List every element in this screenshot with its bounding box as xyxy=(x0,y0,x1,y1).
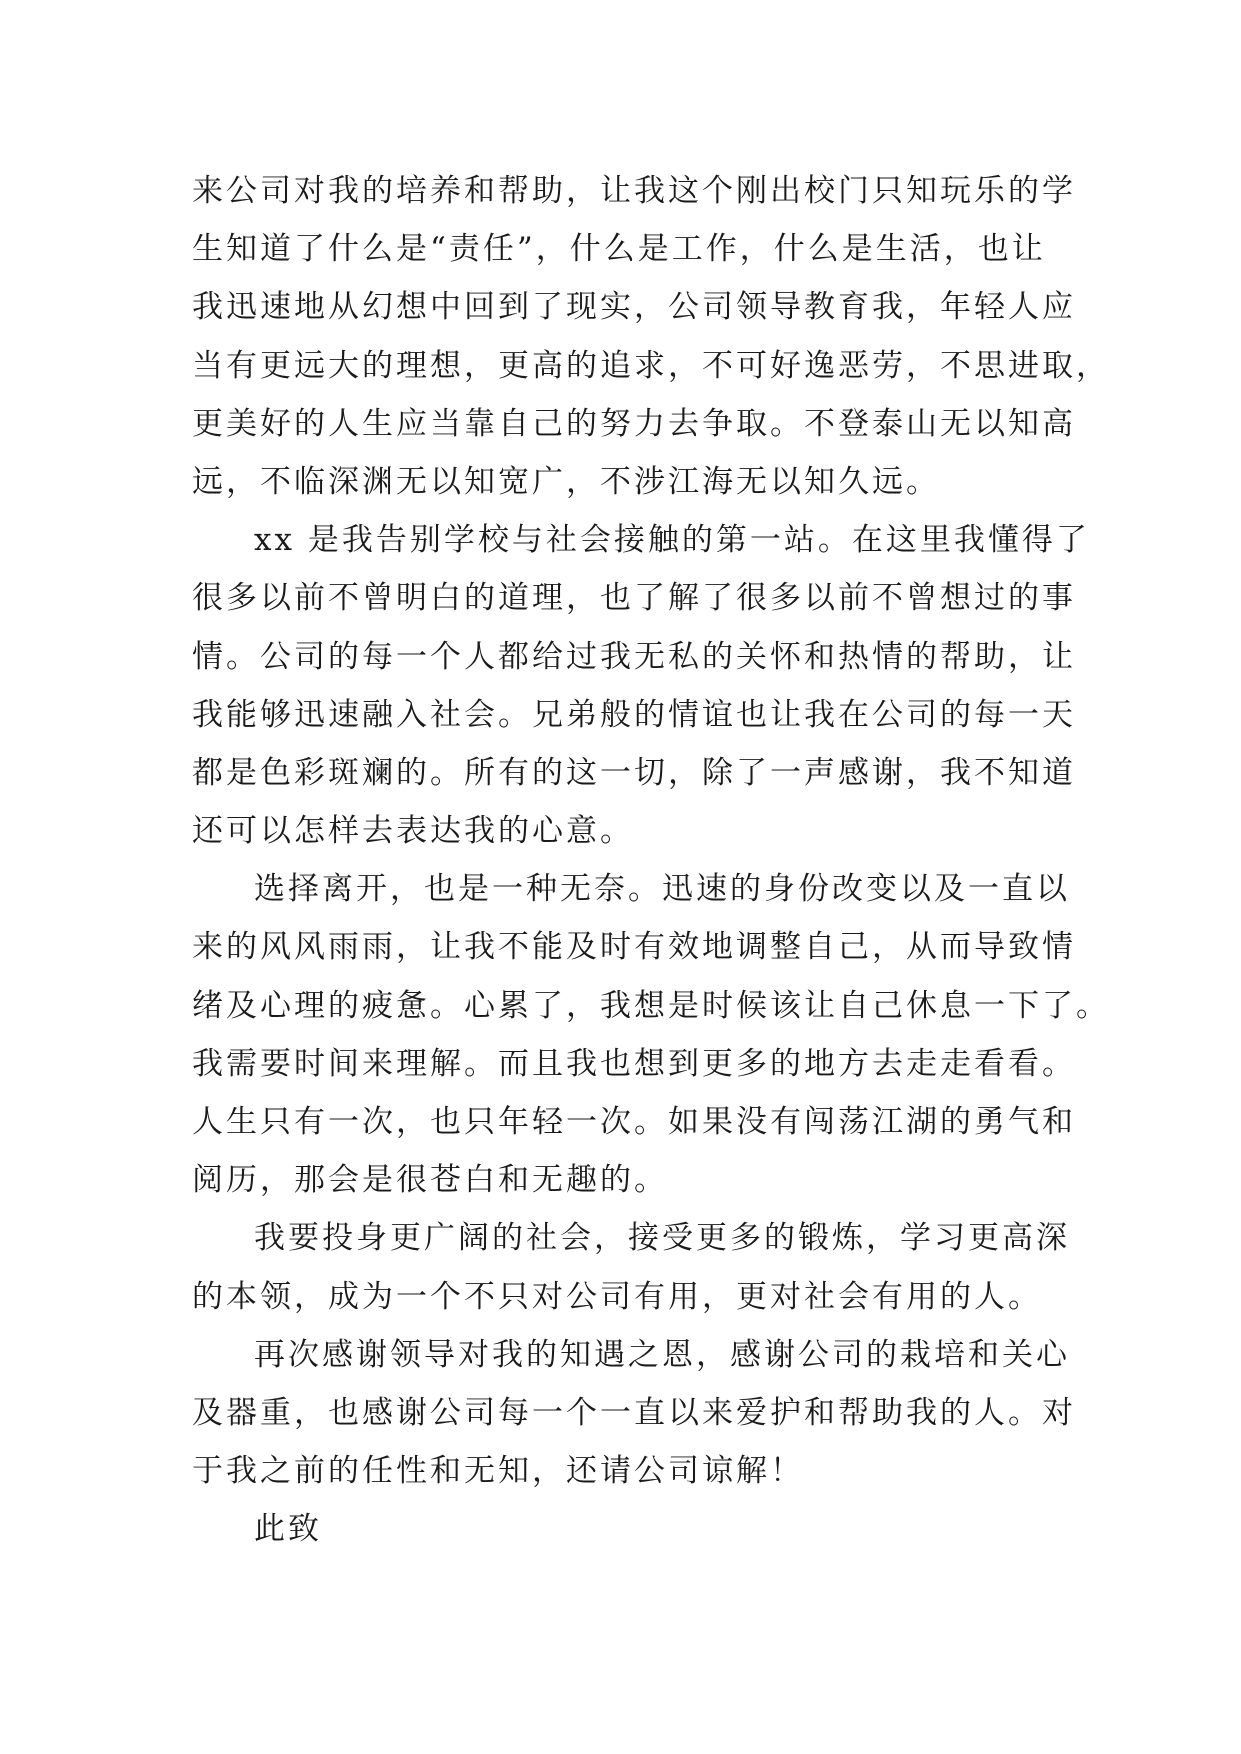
paragraph-line: 来公司对我的培养和帮助，让我这个刚出校门只知玩乐的学 xyxy=(192,173,1076,209)
paragraph-line: 我要投身更广阔的社会，接受更多的锻炼，学习更高深 xyxy=(254,1220,1070,1257)
paragraph-line: 的本领，成为一个不只对公司有用，更对社会有用的人。 xyxy=(192,1278,1042,1315)
paragraph-line: 人生只有一次，也只年轻一次。如果没有闯荡江湖的勇气和 xyxy=(192,1104,1076,1140)
paragraph-5 xyxy=(192,1326,1076,1501)
paragraph-line: 再次感谢领导对我的知遇之恩，感谢公司的栽培和关心 xyxy=(254,1336,1070,1373)
paragraph-line: 我迅速地从幻想中回到了现实，公司领导教育我，年轻人应 xyxy=(192,289,1076,326)
paragraph-line: 我需要时间来理解。而且我也想到更多的地方去走走看看。 xyxy=(192,1045,1076,1082)
paragraph-line: 都是色彩斑斓的。所有的这一切，除了一声感谢，我不知道 xyxy=(192,754,1076,791)
paragraph-1 xyxy=(192,162,1110,511)
paragraph-2 xyxy=(192,511,1090,860)
paragraph-3 xyxy=(192,860,1110,1209)
paragraph-line: 选择离开，也是一种无奈。迅速的身份改变以及一直以 xyxy=(254,871,1070,908)
paragraph-line: 远，不临深渊无以知宽广，不涉江海无以知久远。 xyxy=(192,463,940,500)
paragraph-line: xx 是我告别学校与社会接触的第一站。在这里我懂得了 xyxy=(254,522,1090,559)
paragraph-line: 更美好的人生应当靠自己的努力去争取。不登泰山无以知高 xyxy=(192,405,1076,442)
paragraph-line: 很多以前不曾明白的道理，也了解了很多以前不曾想过的事 xyxy=(192,580,1076,617)
paragraph-line: 还可以怎样去表达我的心意。 xyxy=(192,813,634,850)
paragraph-line: 于我之前的任性和无知，还请公司谅解！ xyxy=(192,1453,804,1490)
closing-salutation xyxy=(192,1500,1062,1558)
paragraph-4 xyxy=(192,1209,1070,1325)
paragraph-line: 绪及心理的疲惫。心累了，我想是时候该让自己休息一下了。 xyxy=(192,987,1110,1024)
paragraph-line: 生知道了什么是“责任”，什么是工作，什么是生活，也让 xyxy=(192,231,1046,268)
paragraph-line: 及器重，也感谢公司每一个一直以来爱护和帮助我的人。对 xyxy=(192,1394,1076,1431)
paragraph-line: 来的风风雨雨，让我不能及时有效地调整自己，从而导致情 xyxy=(192,929,1076,966)
paragraph-line: 阅历，那会是很苍白和无趣的。 xyxy=(192,1162,668,1199)
paragraph-line: 我能够迅速融入社会。兄弟般的情谊也让我在公司的每一天 xyxy=(192,696,1076,733)
paragraph-line: 当有更远大的理想，更高的追求，不可好逸恶劳，不思进取， xyxy=(192,347,1110,384)
letter-body xyxy=(192,162,1110,1559)
paragraph-line: 情。公司的每一个人都给过我无私的关怀和热情的帮助，让 xyxy=(192,638,1076,675)
closing-line: 此致 xyxy=(254,1511,322,1548)
